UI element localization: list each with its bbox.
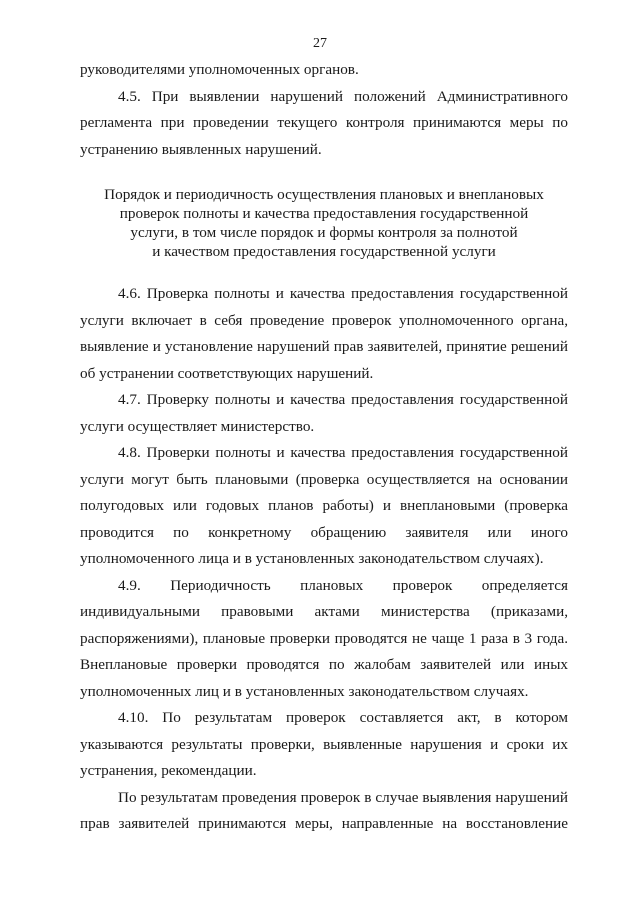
section-body xyxy=(80,281,568,838)
heading-line: проверок полноты и качества предоставления государственной xyxy=(119,205,529,222)
section-top xyxy=(80,57,568,163)
paragraph-4-5: 4.5. При выявлении нарушений положений Административного регламента при проведении текущего контроля принимаются меры по устранению выявленных нарушений. xyxy=(80,87,568,158)
paragraph-4-7: 4.7. Проверку полноты и качества предоставления государственной услуги осуществляет министерство. xyxy=(80,391,568,435)
paragraph-4-8: 4.8. Проверки полноты и качества предоставления государственной услуги могут быть плановыми (проверка осуществляется на основании полугодовых или годовых планов работы) и внеплановыми (проверка проводится по конкретному обращению заявителя или иного уполномоченного лица и в установленных законодательством случаях). xyxy=(80,444,568,567)
paragraph-4-6: 4.6. Проверка полноты и качества предоставления государственной услуги включает в себя проведение проверок уполномоченного органа, выявление и установление нарушений прав заявителей, принятие решений об устранении соответствующих нарушений. xyxy=(80,285,568,382)
heading-line: и качеством предоставления государственной услуги xyxy=(152,243,496,260)
heading-line: услуги, в том числе порядок и формы контроля за полнотой xyxy=(130,224,518,241)
paragraph-final: По результатам проведения проверок в случае выявления нарушений прав заявителей принимаются меры, направленные на восстановление xyxy=(80,788,568,832)
heading-line: Порядок и периодичность осуществления плановых и внеплановых xyxy=(104,186,544,203)
page-number: 27 xyxy=(313,36,327,51)
paragraph-4-9: 4.9. Периодичность плановых проверок определяется индивидуальными правовыми актами министерства (приказами, распоряжениями), плановые проверки проводятся не чаще 1 раза в 3 года. Внеплановые проверки проводятся по жалобам заявителей или иных уполномоченных лиц и в установленных законодательством случаях. xyxy=(80,576,568,700)
paragraph-continuation: руководителями уполномоченных органов. xyxy=(80,61,359,78)
section-heading xyxy=(80,185,568,261)
paragraph-4-10: 4.10. По результатам проверок составляется акт, в котором указываются результаты проверки, выявленные нарушения и сроки их устранения, рекомендации. xyxy=(80,709,568,779)
